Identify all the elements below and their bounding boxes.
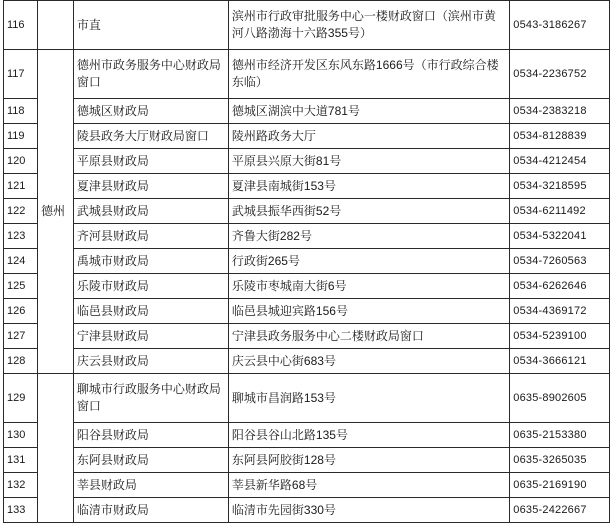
row-number: 129: [4, 374, 38, 423]
office-name: 宁津县财政局: [73, 324, 228, 349]
office-phone: 0534-2383218: [510, 99, 610, 124]
office-phone: 0635-2153380: [510, 423, 610, 448]
office-name: 临清市财政局: [73, 498, 228, 523]
row-number: 116: [4, 1, 38, 50]
office-address: 德城区湖滨中大道781号: [228, 99, 509, 124]
office-phone: 0534-7260563: [510, 249, 610, 274]
row-number: 131: [4, 448, 38, 473]
office-address: 滨州市行政审批服务中心一楼财政窗口（滨州市黄河八路渤海十六路355号）: [228, 1, 509, 50]
office-address: 陵州路政务大厅: [228, 124, 509, 149]
row-number: 120: [4, 149, 38, 174]
table-row: [4, 199, 610, 224]
office-name: 临邑县财政局: [73, 299, 228, 324]
office-address: 平原县兴原大街81号: [228, 149, 509, 174]
office-name: 陵县政务大厅财政局窗口: [73, 124, 228, 149]
office-phone: 0635-3265035: [510, 448, 610, 473]
office-name: 夏津县财政局: [73, 174, 228, 199]
office-phone: 0534-3666121: [510, 349, 610, 374]
office-phone: 0635-2422667: [510, 498, 610, 523]
city-cell-liaocheng: [37, 374, 73, 523]
office-phone: 0534-2236752: [510, 50, 610, 99]
row-number: 117: [4, 50, 38, 99]
office-name: 平原县财政局: [73, 149, 228, 174]
table-row: [4, 124, 610, 149]
table-row: [4, 324, 610, 349]
office-address: 宁津县政务服务中心二楼财政局窗口: [228, 324, 509, 349]
office-address: 聊城市昌润路153号: [228, 374, 509, 423]
table-row: [4, 174, 610, 199]
office-name: 阳谷县财政局: [73, 423, 228, 448]
office-address: 阳谷县谷山北路135号: [228, 423, 509, 448]
office-phone: 0534-4369172: [510, 299, 610, 324]
row-number: 124: [4, 249, 38, 274]
row-number: 119: [4, 124, 38, 149]
table-row: [4, 448, 610, 473]
office-phone: 0534-3218595: [510, 174, 610, 199]
office-address: 武城县振华西街52号: [228, 199, 509, 224]
table-row: [4, 498, 610, 523]
table-row: [4, 224, 610, 249]
table-row: [4, 423, 610, 448]
table-row: [4, 274, 610, 299]
office-address: 行政街265号: [228, 249, 509, 274]
finance-office-table: [3, 0, 610, 523]
office-name: 庆云县财政局: [73, 349, 228, 374]
office-phone: 0534-6262646: [510, 274, 610, 299]
row-number: 118: [4, 99, 38, 124]
office-address: 临清市先园街330号: [228, 498, 509, 523]
office-name: 乐陵市财政局: [73, 274, 228, 299]
table-row: [4, 1, 610, 50]
office-name: 禹城市财政局: [73, 249, 228, 274]
office-address: 莘县新华路68号: [228, 473, 509, 498]
row-number: 127: [4, 324, 38, 349]
office-name: 东阿县财政局: [73, 448, 228, 473]
table-row: [4, 149, 610, 174]
row-number: 133: [4, 498, 38, 523]
office-name: 武城县财政局: [73, 199, 228, 224]
row-number: 130: [4, 423, 38, 448]
table-row: [4, 349, 610, 374]
office-phone: 0534-5322041: [510, 224, 610, 249]
office-name: 德城区财政局: [73, 99, 228, 124]
office-phone: 0543-3186267: [510, 1, 610, 50]
office-phone: 0534-8128839: [510, 124, 610, 149]
office-name: 聊城市行政服务中心财政局窗口: [73, 374, 228, 423]
office-name: 莘县财政局: [73, 473, 228, 498]
row-number: 132: [4, 473, 38, 498]
row-number: 128: [4, 349, 38, 374]
city-cell: [37, 1, 73, 50]
row-number: 125: [4, 274, 38, 299]
office-address: 东阿县阿胶街128号: [228, 448, 509, 473]
office-phone: 0534-4212454: [510, 149, 610, 174]
table-row: [4, 99, 610, 124]
office-address: 临邑县城迎宾路156号: [228, 299, 509, 324]
office-address: 庆云县中心街683号: [228, 349, 509, 374]
office-address: 齐鲁大街282号: [228, 224, 509, 249]
office-name: 市直: [73, 1, 228, 50]
office-address: 乐陵市枣城南大街6号: [228, 274, 509, 299]
table-row: [4, 473, 610, 498]
office-phone: 0534-5239100: [510, 324, 610, 349]
office-name: 德州市政务服务中心财政局窗口: [73, 50, 228, 99]
office-phone: 0635-8902605: [510, 374, 610, 423]
office-name: 齐河县财政局: [73, 224, 228, 249]
city-cell-dezhou: 德州: [37, 50, 73, 374]
table-row: [4, 249, 610, 274]
row-number: 123: [4, 224, 38, 249]
office-phone: 0635-2169190: [510, 473, 610, 498]
office-phone: 0534-6211492: [510, 199, 610, 224]
table-row: [4, 50, 610, 99]
row-number: 122: [4, 199, 38, 224]
row-number: 126: [4, 299, 38, 324]
table-row: [4, 374, 610, 423]
row-number: 121: [4, 174, 38, 199]
table-row: [4, 299, 610, 324]
office-address: 德州市经济开发区东风东路1666号（市行政综合楼东临）: [228, 50, 509, 99]
office-address: 夏津县南城街153号: [228, 174, 509, 199]
